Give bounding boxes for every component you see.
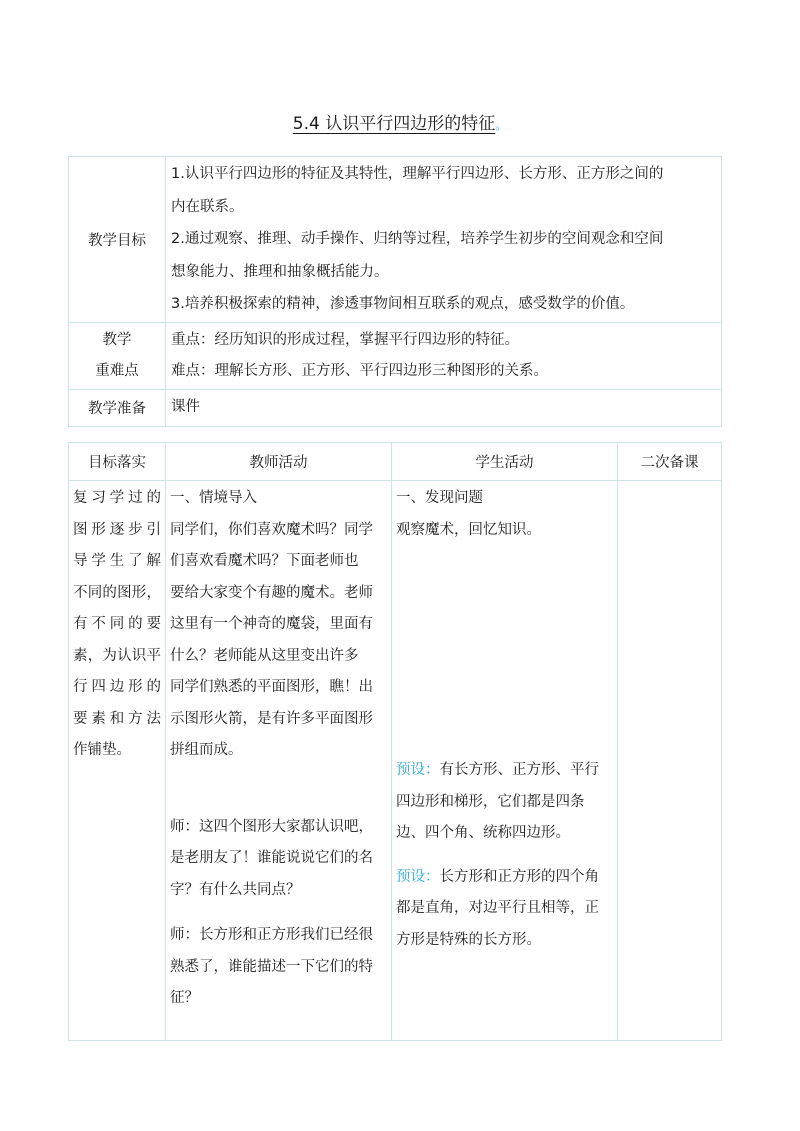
body-row	[69, 481, 722, 1041]
student-line: 四边形和梯形，它们都是四条	[396, 793, 585, 810]
plan-table	[68, 156, 722, 427]
header-remarks: 二次备课	[618, 443, 722, 481]
title-text: 5.4 认识平行四边形的特征	[292, 114, 496, 134]
prep-row	[69, 389, 722, 426]
objective-line: 内在联系。	[171, 198, 244, 215]
spacer	[396, 850, 613, 862]
goal-line: 不同的图形，	[73, 584, 161, 601]
teacher-line: 什么？老师能从这里变出许多	[170, 647, 359, 664]
teacher-cell	[166, 481, 392, 1041]
teacher-line: 这里有一个神奇的魔袋，里面有	[170, 616, 373, 632]
preset-text: 有长方形、正方形、平行	[439, 762, 599, 778]
goal-line: 行四边形的	[73, 679, 161, 695]
teacher-line: 师：长方形和正方形我们已经很	[170, 927, 373, 943]
objectives-label: 教学目标	[69, 157, 166, 323]
teacher-line: 同学们熟悉的平面图形，瞧！出	[170, 679, 373, 695]
header-goal: 目标落实	[69, 443, 166, 481]
keypoints-content	[166, 322, 722, 389]
teacher-line: 要给大家变个有趣的魔术。老师	[170, 584, 373, 601]
goal-line: 有不同的要	[73, 616, 161, 632]
teacher-line: 征？	[170, 990, 199, 1006]
teacher-line: 是老朋友了！谁能说说它们的名	[170, 850, 373, 866]
preset-label: 预设：	[396, 868, 440, 885]
teacher-line: 们喜欢看魔术吗？下面老师也	[170, 553, 359, 569]
spacer	[170, 767, 387, 812]
student-line	[396, 755, 613, 787]
keypoints-label	[69, 322, 166, 389]
student-cell	[392, 481, 618, 1041]
goal-line: 素，为认识平	[73, 647, 161, 664]
objective-line: 3.培养积极探索的精神，渗透事物间相互联系的观点，感受数学的价值。	[171, 296, 635, 312]
objectives-row	[69, 157, 722, 323]
objective-line: 想象能力、推理和抽象概括能力。	[171, 263, 389, 280]
teacher-line: 同学们，你们喜欢魔术吗？同学	[170, 521, 373, 538]
student-line	[396, 862, 613, 894]
teacher-line: 师：这四个图形大家都认识吧，	[170, 818, 373, 835]
teacher-line: 示图形火箭，是有许多平面图形	[170, 710, 373, 727]
teacher-line: 拼组而成。	[170, 742, 243, 758]
header-row	[69, 443, 722, 481]
keypoints-row	[69, 322, 722, 389]
student-line: 观察魔术，回忆知识。	[396, 521, 541, 538]
teacher-line: 熟悉了，谁能描述一下它们的特	[170, 958, 373, 975]
student-line: 都是直角，对边平行且相等，正	[396, 900, 599, 916]
prep-content: 课件	[166, 389, 722, 426]
title-marker: 。	[495, 118, 508, 132]
spacer	[170, 906, 387, 920]
teacher-line: 字？有什么共同点？	[170, 881, 301, 898]
objectives-content	[166, 157, 722, 323]
goal-cell	[69, 481, 166, 1041]
goal-line: 作铺垫。	[73, 742, 131, 758]
teacher-section-title: 一、情境导入	[170, 490, 257, 506]
student-section-title: 一、发现问题	[396, 490, 483, 506]
keypoint-line: 重点：经历知识的形成过程，掌握平行四边形的特征。	[171, 331, 519, 348]
header-student: 学生活动	[392, 443, 618, 481]
goal-line: 要素和方法	[73, 710, 161, 727]
activity-table	[68, 442, 722, 1041]
goal-line: 复习学过的	[73, 490, 161, 506]
goal-line: 图形逐步引	[73, 521, 161, 538]
preset-label: 预设：	[396, 762, 440, 778]
student-line: 方形是特殊的长方形。	[396, 931, 541, 948]
keypoint-line: 难点：理解长方形、正方形、平行四边形三种图形的关系。	[171, 362, 548, 379]
keypoints-label-line: 教学	[102, 331, 132, 348]
student-line: 边、四个角、统称四边形。	[396, 825, 570, 841]
remarks-cell	[618, 481, 722, 1041]
header-teacher: 教师活动	[166, 443, 392, 481]
prep-label: 教学准备	[69, 389, 166, 426]
objective-line: 2.通过观察、推理、动手操作、归纳等过程，培养学生初步的空间观念和空间	[171, 231, 664, 247]
preset-text: 长方形和正方形的四个角	[439, 868, 599, 885]
page-title	[0, 110, 800, 139]
objective-line: 1.认识平行四边形的特征及其特性，理解平行四边形、长方形、正方形之间的	[171, 166, 664, 182]
spacer	[396, 546, 613, 755]
keypoints-label-line: 重难点	[95, 362, 139, 379]
goal-line: 导学生了解	[73, 553, 161, 569]
